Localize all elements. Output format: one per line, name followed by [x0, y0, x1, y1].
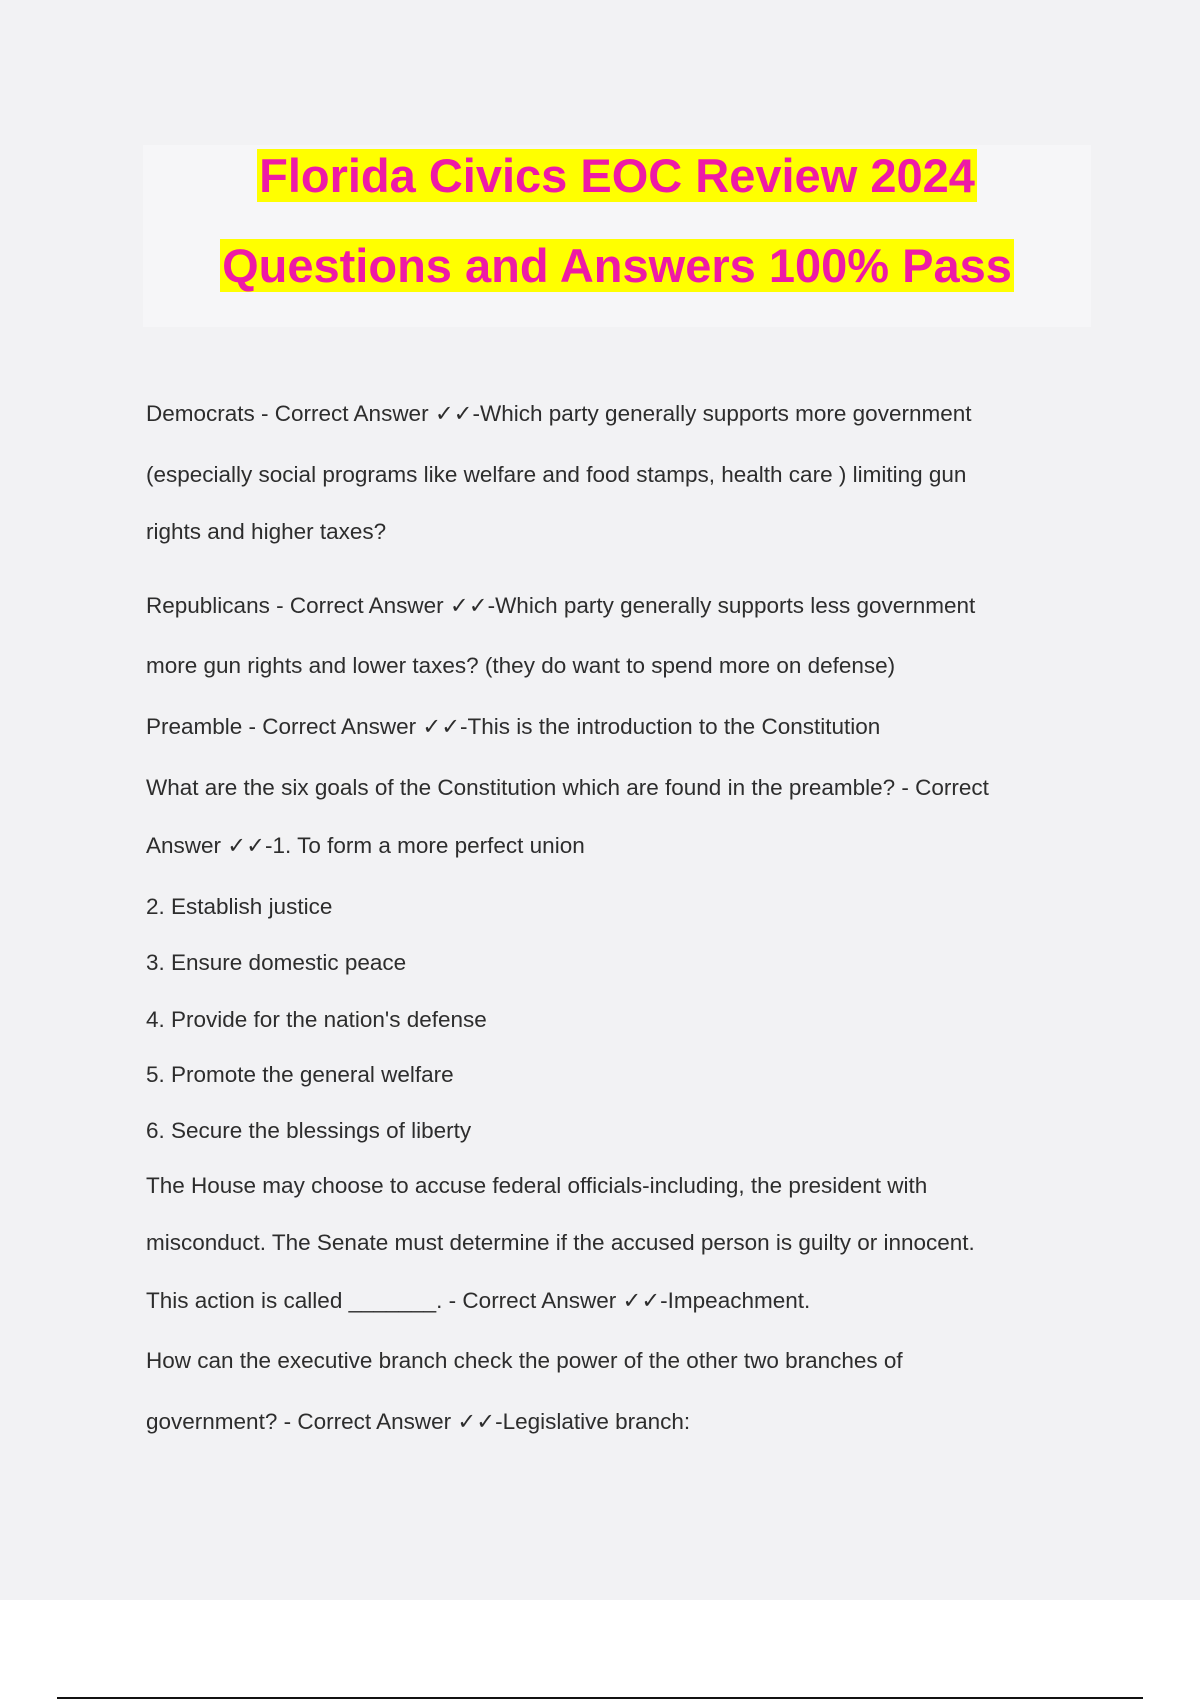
text-line-six-goals-2: Answer ✓✓-1. To form a more perfect union: [146, 833, 585, 858]
text-line-executive-2: government? - Correct Answer ✓✓-Legislative branch:: [146, 1409, 691, 1434]
text-line-democrats-2: (especially social programs like welfare and food stamps, health care ) limiting gun: [146, 462, 967, 487]
text-line-goal-5: 5. Promote the general welfare: [146, 1062, 454, 1087]
title-highlight-2: Questions and Answers 100% Pass: [222, 239, 1012, 292]
document-title-line-1: [143, 146, 1091, 206]
text-line-goal-2: 2. Establish justice: [146, 894, 333, 919]
text-line-impeachment-3: This action is called _______. - Correct Answer ✓✓-Impeachment.: [146, 1288, 811, 1313]
text-line-impeachment-1: The House may choose to accuse federal officials-including, the president with: [146, 1173, 928, 1198]
text-line-goal-6: 6. Secure the blessings of liberty: [146, 1118, 472, 1143]
document-title-line-2: [143, 236, 1091, 296]
text-line-goal-3: 3. Ensure domestic peace: [146, 950, 407, 975]
text-line-democrats-1: Democrats - Correct Answer ✓✓-Which party generally supports more government: [146, 401, 972, 426]
text-line-democrats-3: rights and higher taxes?: [146, 519, 387, 544]
text-line-republicans-1: Republicans - Correct Answer ✓✓-Which party generally supports less government: [146, 593, 976, 618]
text-line-republicans-2: more gun rights and lower taxes? (they do want to spend more on defense): [146, 653, 896, 678]
text-line-impeachment-2: misconduct. The Senate must determine if the accused person is guilty or innocent.: [146, 1230, 975, 1255]
text-line-preamble: Preamble - Correct Answer ✓✓-This is the introduction to the Constitution: [146, 714, 881, 739]
title-highlight-1: Florida Civics EOC Review 2024: [259, 149, 975, 202]
text-line-six-goals-1: What are the six goals of the Constitution which are found in the preamble? - Correct: [146, 775, 989, 800]
bottom-divider: [57, 1697, 1143, 1699]
text-line-goal-4: 4. Provide for the nation's defense: [146, 1007, 487, 1032]
text-line-executive-1: How can the executive branch check the power of the other two branches of: [146, 1348, 903, 1373]
